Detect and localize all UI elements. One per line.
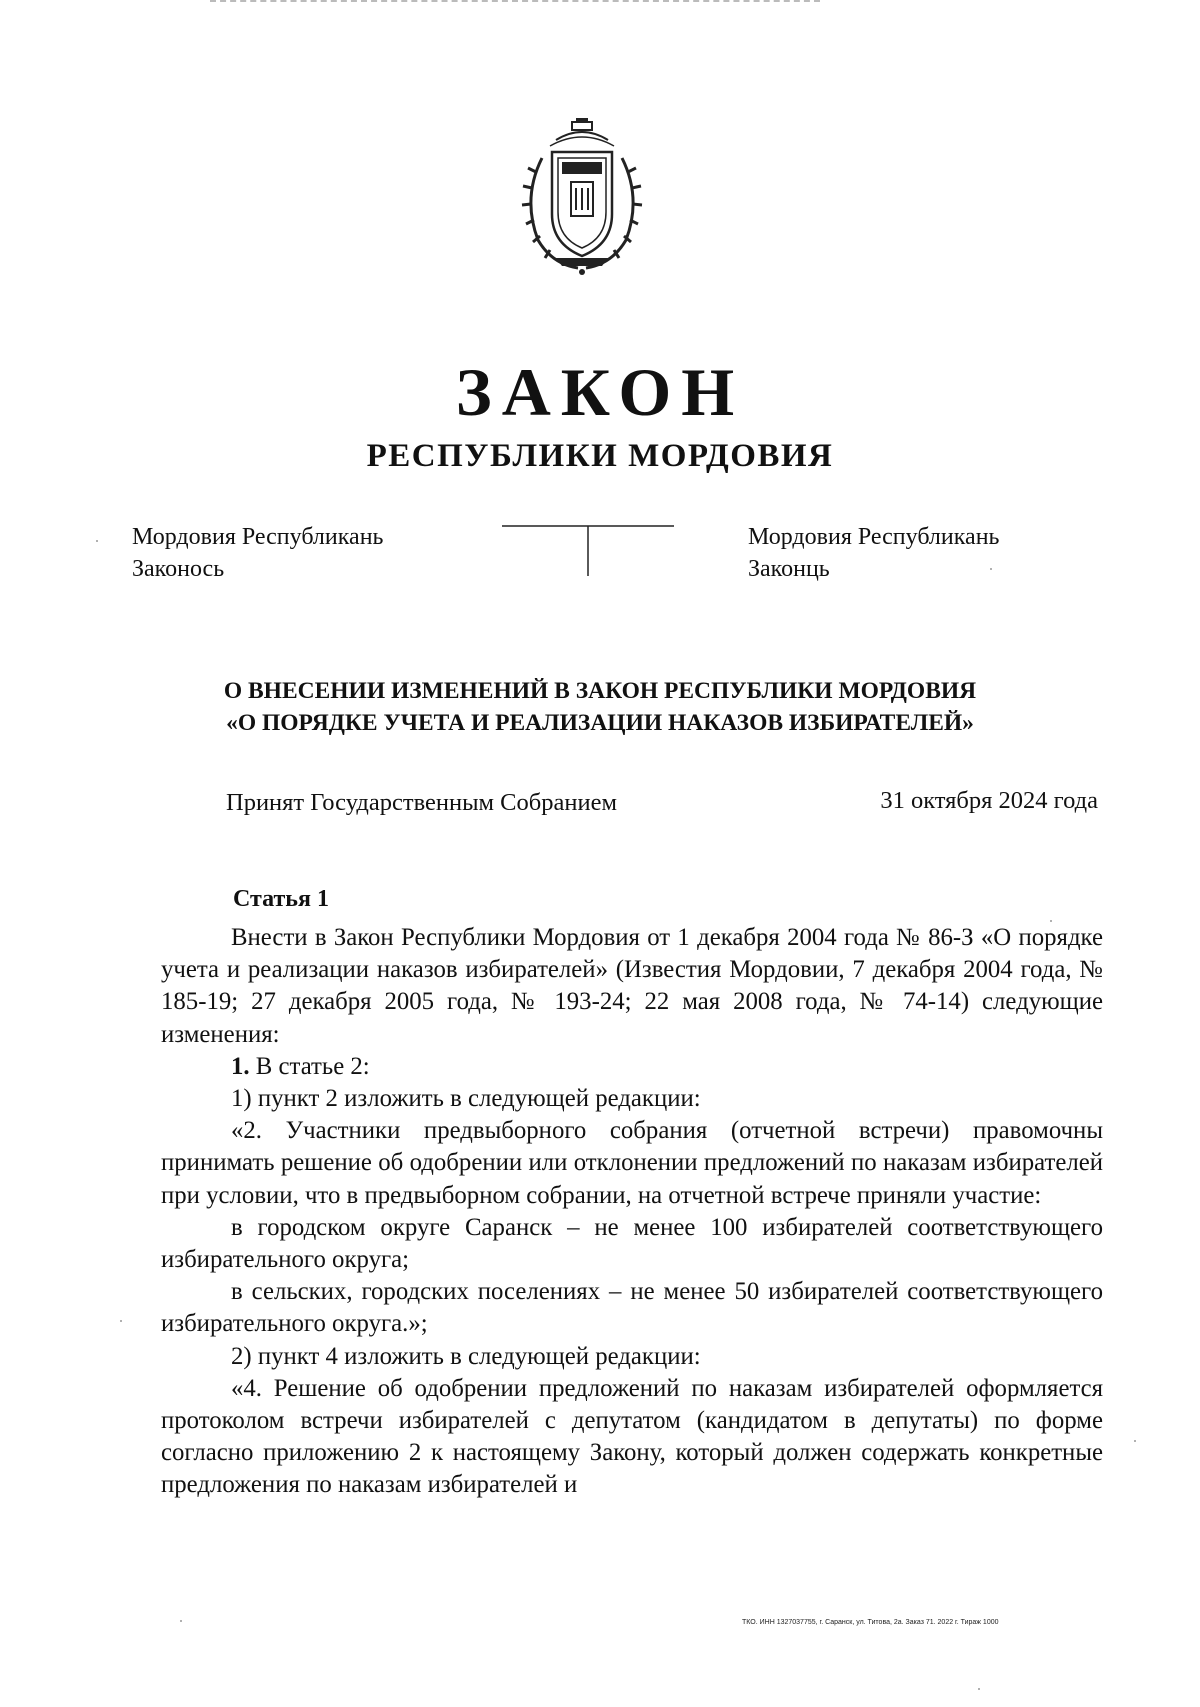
left-name-line-1: Мордовия Республикань (132, 524, 384, 550)
body-paragraph: «4. Решение об одобрении предложений по наказам избирателей оформляется протоколом встречи избирателей с депутатом (кандидатом в депутаты) по форме согласно приложению 2 к настоящему Закону, который должен содержать конкретные предложения по наказам избирателей и (161, 1374, 1103, 1499)
law-title: ЗАКОН (455, 354, 745, 430)
body-paragraph: в городском округе Саранск – не менее 100 избирателей соответствующего избирательного округа; (161, 1213, 1103, 1274)
printer-imprint: ТКО. ИНН 1327037755, г. Саранск, ул. Титова, 2a. Заказ 71. 2022 г. Тираж 1000 (742, 1619, 999, 1626)
right-name-block (748, 521, 999, 585)
scan-speck (180, 1620, 182, 1622)
document-heading (0, 675, 1200, 739)
scan-speck (96, 540, 98, 542)
left-name-line-2: Законось (132, 556, 225, 582)
article-title: Статья 1 (233, 886, 329, 912)
scan-speck (1134, 1440, 1136, 1442)
law-subtitle: РЕСПУБЛИКИ МОРДОВИЯ (366, 438, 834, 474)
registration-mark (500, 524, 676, 576)
body-paragraph: 2) пункт 4 изложить в следующей редакции: (231, 1342, 701, 1370)
item-1-text: В статье 2: (249, 1052, 370, 1080)
body-paragraph: 1) пункт 2 изложить в следующей редакции: (231, 1085, 701, 1113)
left-name-block (132, 521, 383, 585)
document-heading-line-2: «О ПОРЯДКЕ УЧЕТА И РЕАЛИЗАЦИИ НАКАЗОВ ИЗБИРАТЕЛЕЙ» (226, 710, 974, 736)
article-body (161, 922, 1103, 1502)
right-name-line-2: Законць (748, 556, 830, 582)
scan-speck (978, 1688, 980, 1690)
body-paragraph: «2. Участники предвыборного собрания (отчетной встречи) правомочны принимать решение об одобрении или отклонении предложений по наказам избирателей при условии, что в предвыборном собрании, на отчетной встрече приняли участие: (161, 1117, 1103, 1209)
adopted-by: Принят Государственным Собранием (226, 789, 617, 816)
coat-of-arms-icon (516, 118, 648, 276)
body-paragraph: в сельских, городских поселениях – не менее 50 избирателей соответствующего избирательного округа.»; (161, 1278, 1103, 1338)
scan-top-edge (210, 0, 820, 2)
item-1-paragraph (161, 1051, 1103, 1083)
adopted-date: 31 октября 2024 года (880, 787, 1098, 814)
scan-speck (990, 568, 992, 570)
document-heading-line-1: О ВНЕСЕНИИ ИЗМЕНЕНИЙ В ЗАКОН РЕСПУБЛИКИ МОРДОВИЯ (223, 678, 977, 704)
right-name-line-1: Мордовия Республикань (748, 524, 1000, 550)
item-1-number: 1. (231, 1052, 250, 1080)
scan-speck (120, 1320, 122, 1322)
scan-speck (1050, 920, 1052, 922)
article-intro-paragraph: Внести в Закон Республики Мордовия от 1 декабря 2004 года № 86-З «О порядке учета и реализации наказов избирателей» (Известия Мордовии, 7 декабря 2004 года, № 185-19; 27 декабря 2005 года, № 193-24; 22 мая 2008 года, № 74-14) следующие изменения: (161, 924, 1103, 1048)
